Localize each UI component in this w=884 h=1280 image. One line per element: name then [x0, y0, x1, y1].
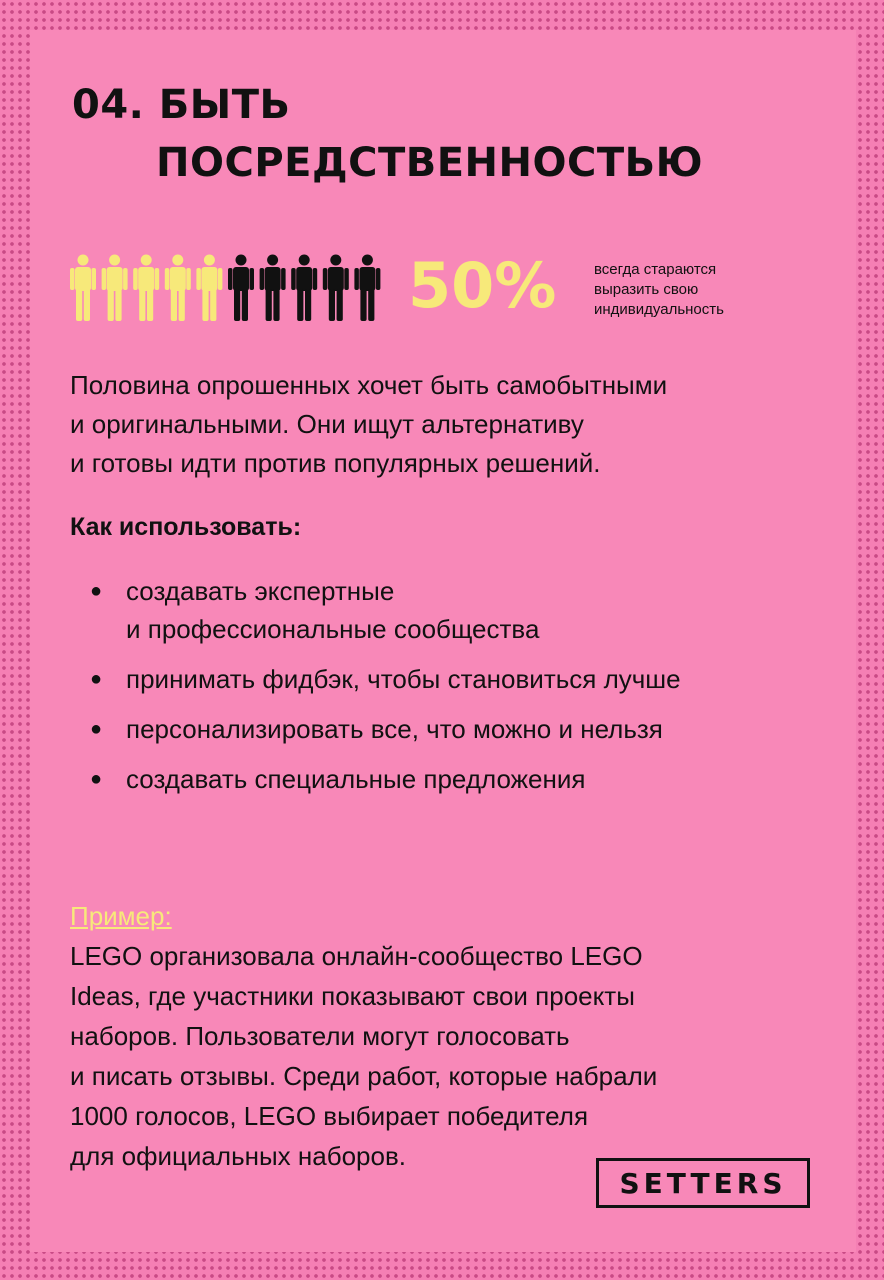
example-line: наборов. Пользователи могут голосовать	[70, 1021, 570, 1051]
list-item	[90, 572, 850, 648]
content-card	[30, 30, 856, 1252]
howto-list	[90, 572, 850, 810]
bullet-icon: ●	[90, 580, 103, 602]
intro-line: и оригинальными. Они ищут альтернативу	[70, 409, 584, 439]
list-item-line: персонализировать все, что можно и нельзя	[126, 714, 663, 744]
intro-line: и готовы идти против популярных решений.	[70, 448, 601, 478]
example-label: Пример:	[70, 901, 172, 931]
bullet-icon: ●	[90, 718, 103, 740]
stat-block	[68, 249, 828, 326]
title-line-2: ПОСРЕДСТВЕННОСТЬЮ	[156, 140, 704, 186]
page-title	[72, 76, 703, 192]
example-line: и писать отзывы. Среди работ, которые набрали	[70, 1061, 658, 1091]
person-icon	[291, 255, 317, 322]
example-line: LEGO организовала онлайн-сообщество LEGO	[70, 941, 643, 971]
stat-caption-line: индивидуальность	[594, 301, 724, 318]
person-icon	[354, 255, 380, 322]
bullet-icon: ●	[90, 768, 103, 790]
list-item	[90, 710, 850, 748]
person-icon-highlighted	[133, 255, 159, 322]
person-icon-highlighted	[70, 255, 96, 322]
title-line-1: 04. БЫТЬ	[72, 82, 291, 128]
intro-paragraph	[70, 366, 840, 483]
howto-heading: Как использовать:	[70, 513, 302, 541]
intro-line: Половина опрошенных хочет быть самобытными	[70, 370, 668, 400]
list-item-line: создавать экспертные	[126, 576, 395, 606]
person-icon	[228, 255, 254, 322]
example-line: Ideas, где участники показывают свои проекты	[70, 981, 635, 1011]
list-item-line: принимать фидбэк, чтобы становиться лучше	[126, 664, 681, 694]
setters-logo: SETTERS	[596, 1158, 810, 1208]
stat-percent: 50%	[408, 249, 557, 322]
people-pictogram	[68, 254, 384, 324]
person-icon	[260, 255, 286, 322]
list-item-line: создавать специальные предложения	[126, 764, 586, 794]
example-line: для официальных наборов.	[70, 1141, 407, 1171]
example-paragraph	[70, 936, 850, 1176]
person-icon	[323, 255, 349, 322]
bullet-icon: ●	[90, 668, 103, 690]
example-line: 1000 голосов, LEGO выбирает победителя	[70, 1101, 589, 1131]
list-item	[90, 760, 850, 798]
stat-caption	[594, 260, 794, 320]
stat-caption-line: выразить свою	[594, 281, 699, 298]
person-icon-highlighted	[165, 255, 191, 322]
list-item	[90, 660, 850, 698]
person-icon-highlighted	[102, 255, 128, 322]
person-icon-highlighted	[196, 255, 222, 322]
stat-caption-line: всегда стараются	[594, 261, 717, 278]
list-item-line: и профессиональные сообщества	[126, 614, 540, 644]
